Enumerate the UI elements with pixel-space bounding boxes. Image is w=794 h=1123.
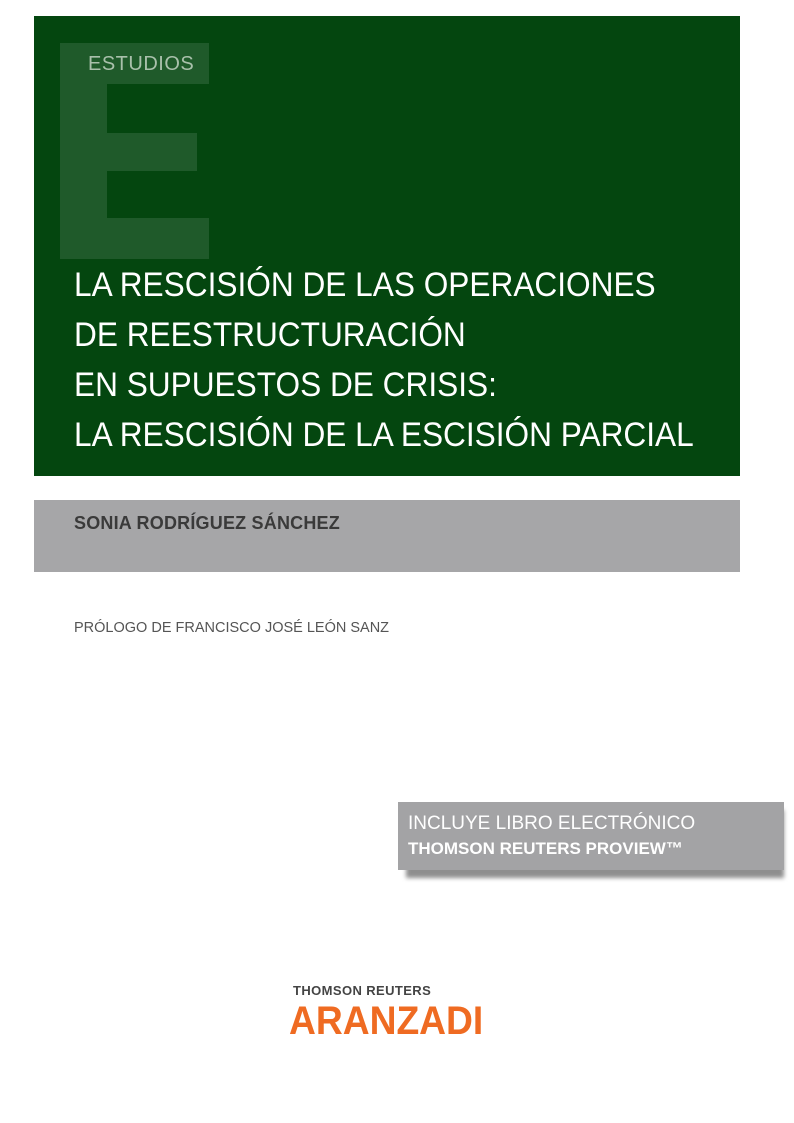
publisher-logo: ARANZADI xyxy=(289,999,484,1043)
ebook-badge-line-1: INCLUYE LIBRO ELECTRÓNICO xyxy=(408,813,696,834)
author-bar xyxy=(34,500,740,572)
cover-title-panel xyxy=(34,16,740,476)
book-title xyxy=(74,260,724,460)
letter-e-bottom-bar xyxy=(60,218,209,259)
book-title-line-1: LA RESCISIÓN DE LAS OPERACIONES xyxy=(74,266,656,304)
book-title-line-4: LA RESCISIÓN DE LA ESCISIÓN PARCIAL xyxy=(74,416,694,454)
ebook-badge-line-2: THOMSON REUTERS PROVIEW™ xyxy=(408,839,683,858)
book-title-line-2: DE REESTRUCTURACIÓN xyxy=(74,316,466,354)
book-title-line-3: EN SUPUESTOS DE CRISIS: xyxy=(74,366,497,404)
series-label: ESTUDIOS xyxy=(88,53,195,75)
prologue-credit: PRÓLOGO DE FRANCISCO JOSÉ LEÓN SANZ xyxy=(74,620,390,636)
letter-e-middle-bar xyxy=(60,133,197,171)
author-name: SONIA RODRÍGUEZ SÁNCHEZ xyxy=(74,513,340,533)
ebook-badge xyxy=(398,802,784,870)
publisher-parent: THOMSON REUTERS xyxy=(293,983,432,998)
